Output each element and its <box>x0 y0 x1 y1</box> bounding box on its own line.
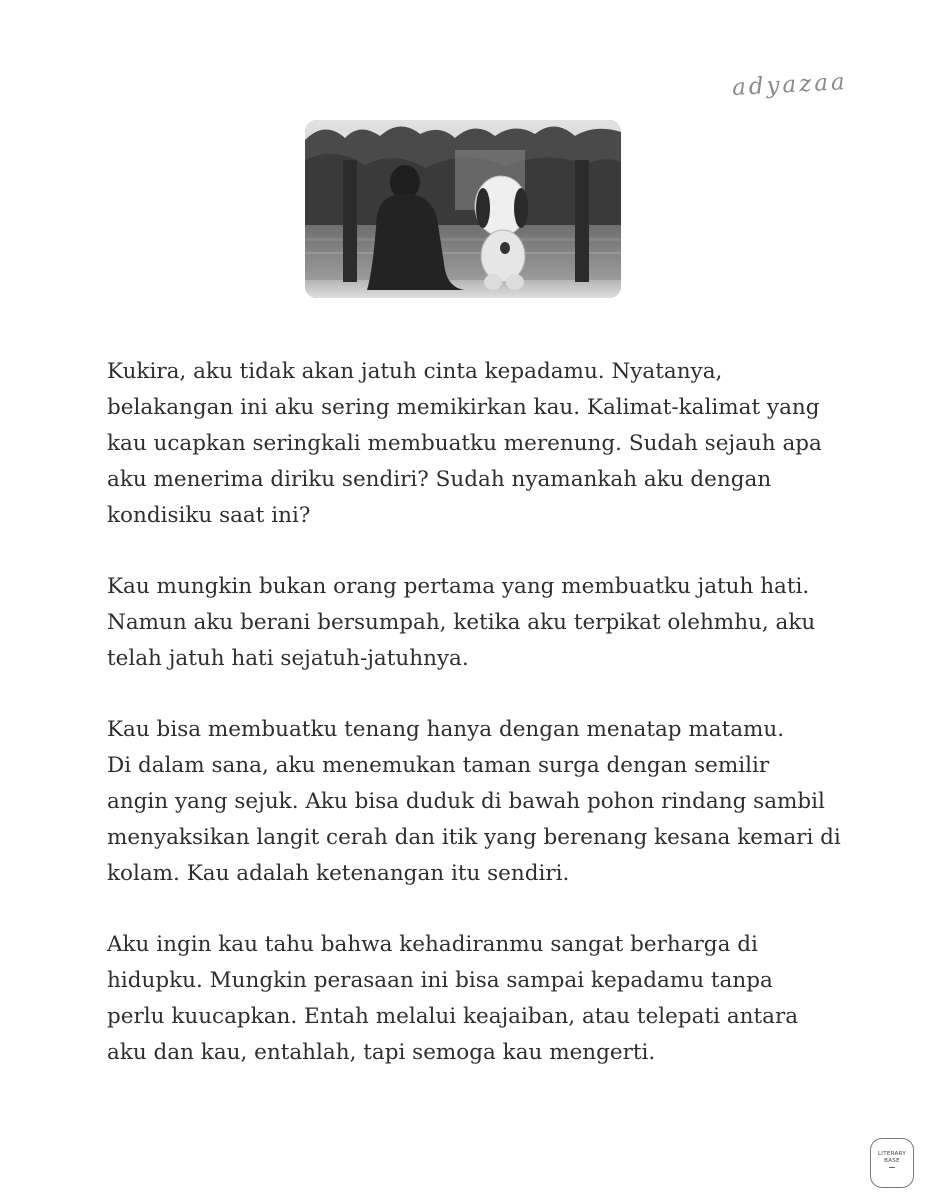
photo-illustration <box>305 120 621 298</box>
text-line: perlu kuucapkan. Entah melalui keajaiban, atau telepati antara <box>107 1004 799 1029</box>
text-line: menyaksikan langit cerah dan itik yang berenang kesana kemari di <box>107 825 841 850</box>
letter-body <box>107 354 841 1106</box>
text-line: Aku ingin kau tahu bahwa kehadiranmu sangat berharga di <box>107 932 758 957</box>
text-line: kolam. Kau adalah ketenangan itu sendiri. <box>107 861 570 886</box>
text-line: Namun aku berani bersumpah, ketika aku terpikat olehmhu, aku <box>107 610 816 635</box>
logo-divider <box>889 1167 895 1168</box>
text-line: kau ucapkan seringkali membuatku merenung. Sudah sejauh apa <box>107 431 822 456</box>
text-line: Kau bisa membuatku tenang hanya dengan menatap matamu. <box>107 717 785 742</box>
logo-text-base: BASE <box>884 1158 900 1164</box>
text-line: telah jatuh hati sejatuh-jatuhnya. <box>107 646 469 671</box>
paragraph-1 <box>107 354 827 534</box>
text-line: belakangan ini aku sering memikirkan kau. Kalimat-kalimat yang <box>107 395 820 420</box>
text-line: Kau mungkin bukan orang pertama yang membuatku jatuh hati. <box>107 574 810 599</box>
text-line: hidupku. Mungkin perasaan ini bisa sampai kepadamu tanpa <box>107 968 773 993</box>
paragraph-2 <box>107 569 827 677</box>
text-line: kondisiku saat ini? <box>107 503 311 528</box>
text-line: Di dalam sana, aku menemukan taman surga dengan semilir <box>107 753 770 778</box>
text-line: aku menerima diriku sendiri? Sudah nyamankah aku dengan <box>107 467 772 492</box>
paragraph-4 <box>107 927 827 1071</box>
paragraph-3 <box>107 712 841 892</box>
text-line: angin yang sejuk. Aku bisa duduk di bawah pohon rindang sambil <box>107 789 825 814</box>
logo-text-literary: LITERARY <box>877 1151 907 1157</box>
author-signature: adyazaa <box>731 68 849 102</box>
literary-base-logo <box>870 1138 914 1188</box>
text-line: Kukira, aku tidak akan jatuh cinta kepadamu. Nyatanya, <box>107 359 723 384</box>
photo-person-with-plush-dog <box>305 120 621 298</box>
text-line: aku dan kau, entahlah, tapi semoga kau mengerti. <box>107 1040 656 1065</box>
